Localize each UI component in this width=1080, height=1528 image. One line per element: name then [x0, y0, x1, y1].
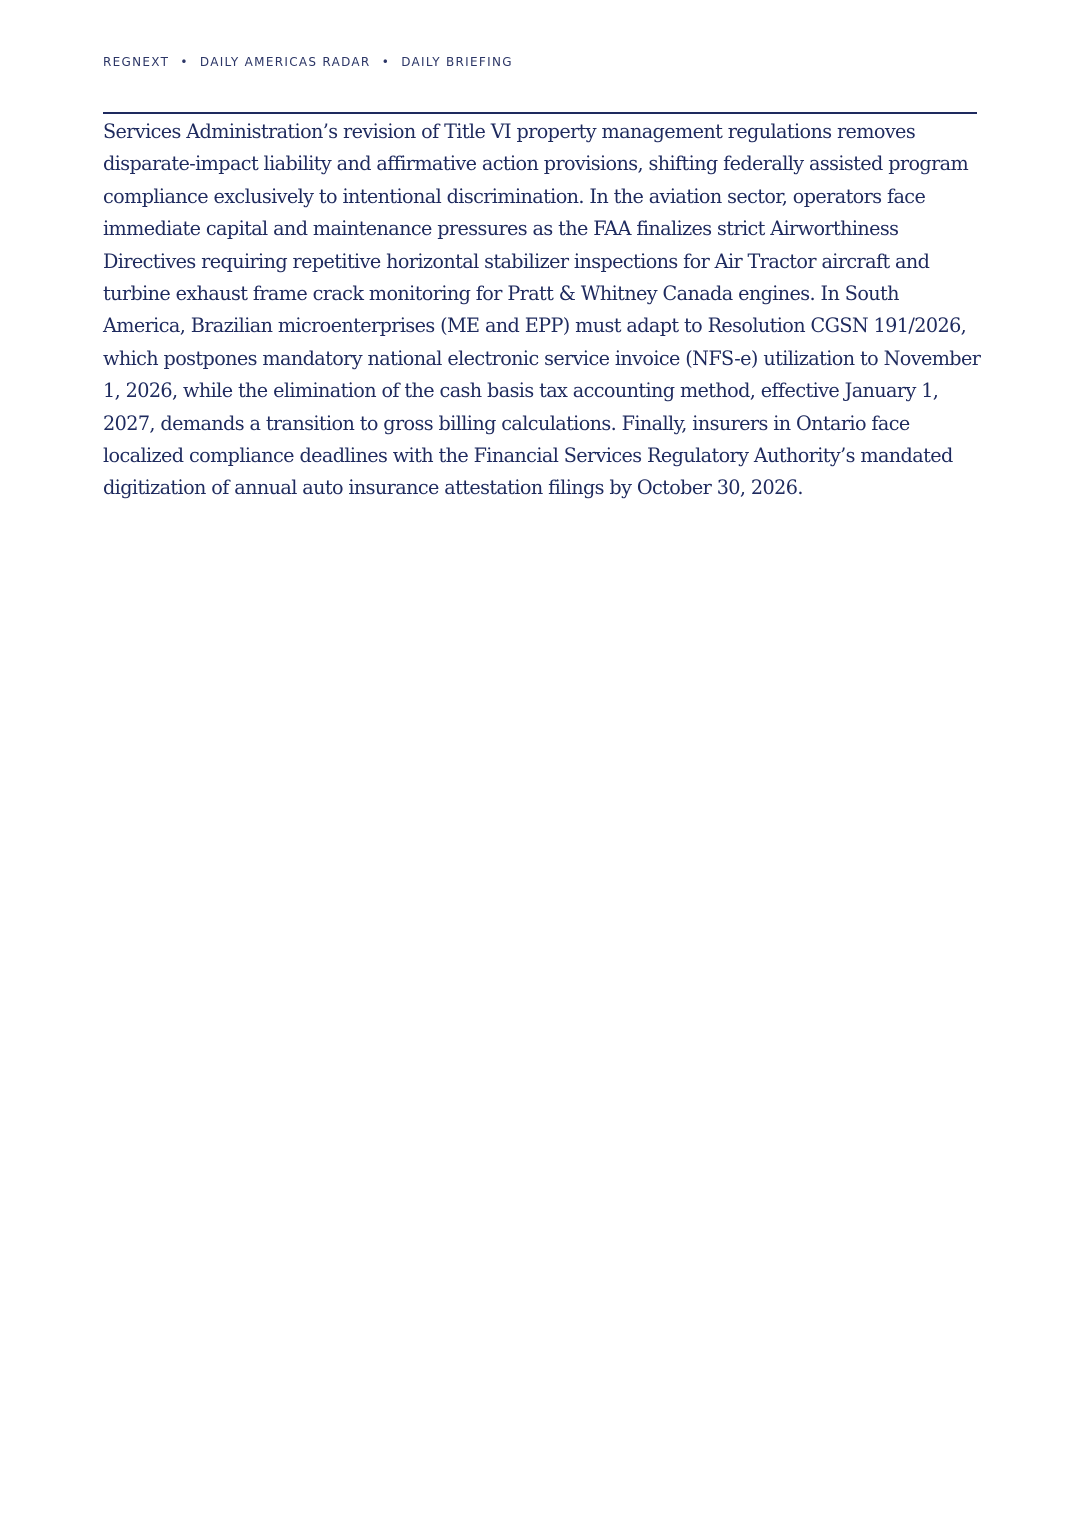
header-divider	[103, 112, 977, 114]
header-product: DAILY AMERICAS RADAR	[199, 55, 371, 69]
header-separator-dot: •	[180, 55, 189, 69]
body-paragraph: Services Administration’s revision of Title VI property management regulations removes disparate-impact liability and affirmative action provisions, shifting federally assisted program compliance exclusively to intentional discrimination. In the aviation sector, operators face immediate capital and maintenance pressures as the FAA finalizes strict Airworthiness Directives requiring repetitive horizontal stabilizer inspections for Air Tractor aircraft and turbine exhaust frame crack monitoring for Pratt & Whitney Canada engines. In South America, Brazilian microenterprises (ME and EPP) must adapt to Resolution CGSN 191/2026, which postpones mandatory national electronic service invoice (NFS-e) utilization to November 1, 2026, while the elimination of the cash basis tax accounting method, effective January 1, 2027, demands a transition to gross billing calculations. Finally, insurers in Ontario face localized compliance deadlines with the Financial Services Regulatory Authority’s mandated digitization of annual auto insurance attestation filings by October 30, 2026.	[103, 120, 981, 500]
running-header	[103, 55, 513, 69]
header-brand: REGNEXT	[103, 55, 170, 69]
header-edition: DAILY BRIEFING	[401, 55, 513, 69]
header-separator-dot: •	[381, 55, 391, 69]
